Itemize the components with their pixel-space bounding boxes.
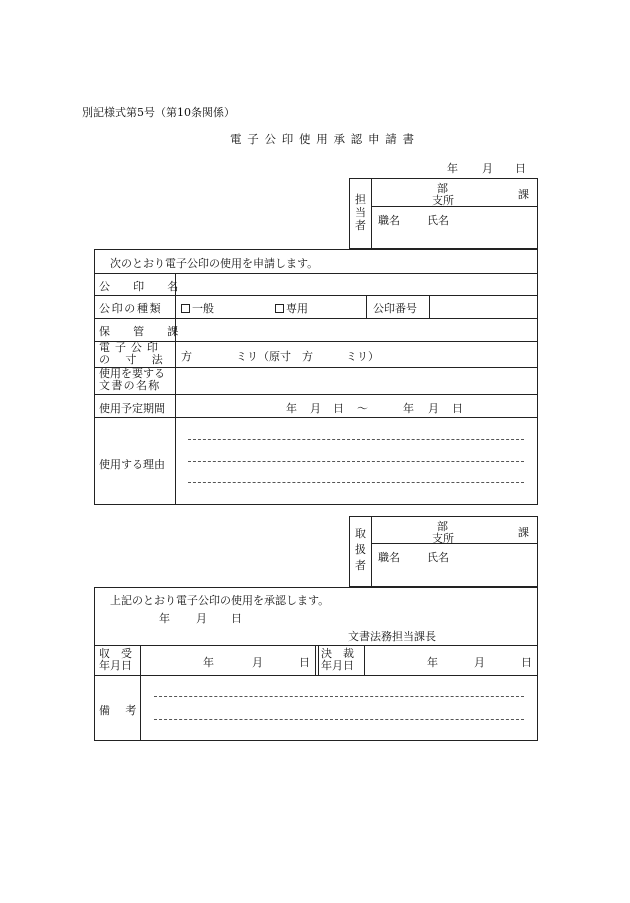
applicant-job-title: 職名: [378, 214, 400, 227]
period-separator: 〜: [357, 402, 368, 415]
applicant-dept-top: 部: [437, 182, 448, 195]
general-checkbox[interactable]: [181, 304, 190, 313]
header-date-month: 月: [482, 162, 493, 175]
decided-date-month: 月: [474, 656, 485, 669]
period-end-year: 年: [403, 402, 414, 415]
option-dedicated[interactable]: 専用: [275, 300, 308, 316]
applicant-section: 課: [518, 188, 529, 201]
handler-label: 取 扱 者: [355, 527, 366, 572]
period-start-year: 年: [286, 402, 297, 415]
seal-name-field[interactable]: [176, 274, 537, 295]
custodian-field[interactable]: [176, 319, 537, 340]
header-date-day: 日: [515, 162, 526, 175]
seal-name-label: 公 印 名: [99, 280, 185, 293]
option-general[interactable]: 一般: [181, 300, 214, 316]
reason-line-1[interactable]: [188, 439, 524, 440]
applicant-label: 担 当 者: [355, 193, 366, 232]
applicant-name: 氏名: [427, 214, 449, 227]
seal-size-value: 方 ミリ（原寸 方 ミリ）: [181, 350, 379, 363]
reason-line-3[interactable]: [188, 482, 524, 483]
decided-date-day: 日: [521, 656, 532, 669]
handler-dept-bottom: 支所: [432, 532, 454, 545]
received-date-day: 日: [299, 656, 310, 669]
handler-section: 課: [518, 526, 529, 539]
approver-title: 文書法務担当課長: [348, 630, 436, 643]
application-statement: 次のとおり電子公印の使用を申請します。: [110, 257, 319, 270]
approval-date-year: 年: [159, 612, 170, 625]
remarks-line-1[interactable]: [154, 696, 524, 697]
handler-dept-top: 部: [437, 520, 448, 533]
form-number: 別記様式第5号（第10条関係）: [82, 106, 235, 119]
document-name-label: 使用を要する 文書の名称: [99, 367, 165, 392]
document-name-field[interactable]: [176, 368, 537, 393]
page-title: 電子公印使用承認申請書: [230, 132, 420, 146]
dedicated-checkbox[interactable]: [275, 304, 284, 313]
applicant-dept-bottom: 支所: [432, 194, 454, 207]
approval-date-month: 月: [196, 612, 207, 625]
received-date-label: 収 受 年月日: [99, 647, 132, 672]
period-start-month: 月: [310, 402, 321, 415]
handler-job-title: 職名: [378, 551, 400, 564]
reason-label: 使用する理由: [99, 458, 165, 471]
period-label: 使用予定期間: [99, 402, 165, 415]
custodian-label: 保 管 課: [99, 325, 185, 338]
received-date-year: 年: [203, 656, 214, 669]
received-date-month: 月: [252, 656, 263, 669]
seal-size-label: 電子公印 の 寸 法: [99, 341, 165, 366]
remarks-label: 備 考: [99, 704, 139, 717]
seal-type-label: 公印の種類: [99, 302, 163, 315]
period-end-day: 日: [452, 402, 463, 415]
approval-statement: 上記のとおり電子公印の使用を承認します。: [110, 594, 330, 607]
period-end-month: 月: [428, 402, 439, 415]
approval-date-day: 日: [231, 612, 242, 625]
decided-date-label: 決 裁 年月日: [321, 647, 354, 672]
seal-number-field[interactable]: [430, 296, 537, 317]
decided-date-year: 年: [427, 656, 438, 669]
handler-name: 氏名: [427, 551, 449, 564]
period-start-day: 日: [333, 402, 344, 415]
header-date-year: 年: [447, 162, 458, 175]
seal-number-label: 公印番号: [373, 302, 417, 315]
reason-line-2[interactable]: [188, 461, 524, 462]
remarks-line-2[interactable]: [154, 719, 524, 720]
